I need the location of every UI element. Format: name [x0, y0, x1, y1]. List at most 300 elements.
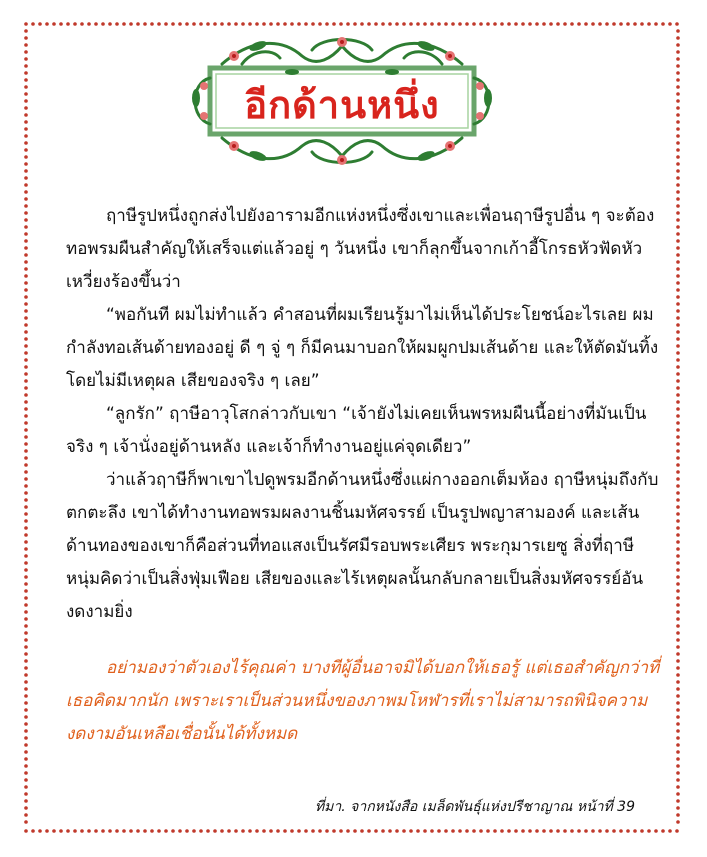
border-dot [311, 829, 315, 833]
border-dot [521, 22, 525, 26]
border-dot [248, 22, 252, 26]
border-dot [24, 820, 28, 824]
border-dot [676, 435, 680, 439]
border-dot [676, 155, 680, 159]
border-dot [332, 829, 336, 833]
border-dot [24, 757, 28, 761]
border-dot [24, 22, 28, 26]
border-dot [676, 785, 680, 789]
border-dot [227, 829, 231, 833]
border-dot [577, 829, 581, 833]
border-dot [24, 547, 28, 551]
border-dot [24, 50, 28, 54]
border-dot [24, 400, 28, 404]
border-dot [676, 806, 680, 810]
border-dot [676, 463, 680, 467]
border-dot [676, 715, 680, 719]
border-dot [458, 829, 462, 833]
border-dot [676, 330, 680, 334]
border-dot [676, 680, 680, 684]
border-dot [640, 829, 644, 833]
border-dot [269, 22, 273, 26]
border-dot [676, 484, 680, 488]
border-dot [676, 260, 680, 264]
border-dot [612, 829, 616, 833]
border-dot [24, 225, 28, 229]
border-dot [570, 829, 574, 833]
border-dot [500, 22, 504, 26]
border-dot [24, 64, 28, 68]
border-dot [676, 148, 680, 152]
border-dot [24, 344, 28, 348]
border-dot [416, 829, 420, 833]
border-dot [24, 141, 28, 145]
border-dot [423, 22, 427, 26]
border-dot [297, 829, 301, 833]
border-dot [129, 22, 133, 26]
border-dot [395, 22, 399, 26]
border-dot [24, 288, 28, 292]
border-dot [73, 22, 77, 26]
border-dot [556, 22, 560, 26]
border-dot [676, 743, 680, 747]
border-dot [676, 204, 680, 208]
border-dot [24, 302, 28, 306]
border-dot [255, 829, 259, 833]
border-dot [676, 687, 680, 691]
border-dot [676, 477, 680, 481]
border-dot [676, 393, 680, 397]
border-dot [24, 568, 28, 572]
border-dot [676, 57, 680, 61]
border-dot [185, 829, 189, 833]
border-dot [185, 22, 189, 26]
border-dot [24, 449, 28, 453]
border-dot [24, 36, 28, 40]
border-dot [24, 92, 28, 96]
border-dot [605, 829, 609, 833]
border-dot [24, 575, 28, 579]
border-dot [676, 288, 680, 292]
border-dot [676, 708, 680, 712]
border-dot [24, 456, 28, 460]
border-dot [241, 829, 245, 833]
border-dot [676, 750, 680, 754]
border-dot [676, 134, 680, 138]
border-dot [87, 22, 91, 26]
border-dot [493, 22, 497, 26]
border-dot [24, 120, 28, 124]
border-dot [676, 71, 680, 75]
border-dot [676, 239, 680, 243]
border-dot [24, 379, 28, 383]
border-dot [598, 22, 602, 26]
border-dot [24, 239, 28, 243]
border-dot [24, 722, 28, 726]
border-dot [676, 428, 680, 432]
border-dot [24, 260, 28, 264]
border-dot [374, 829, 378, 833]
border-dot [676, 799, 680, 803]
border-dot [101, 829, 105, 833]
border-dot [676, 372, 680, 376]
border-dot [45, 829, 49, 833]
border-dot [108, 829, 112, 833]
border-dot [591, 22, 595, 26]
border-dot [676, 225, 680, 229]
border-dot [122, 829, 126, 833]
border-dot [430, 22, 434, 26]
border-dot [213, 22, 217, 26]
border-dot [676, 491, 680, 495]
story-paragraph-3: “ลูกรัก” ฤาษีอาวุโสกล่าวกับเขา “เจ้ายังไม่เคยเห็นพรหมผืนนี้อย่างที่มันเป็นจริง ๆ เจ้านั่งอยู่ด้านหลัง และเจ้าก็ทำงานอยู่แค่จุดเดียว” [66, 404, 647, 457]
border-dot [676, 792, 680, 796]
border-dot [542, 829, 546, 833]
border-dot [507, 829, 511, 833]
border-dot [514, 22, 518, 26]
border-dot [668, 829, 672, 833]
border-dot [409, 829, 413, 833]
border-dot [676, 645, 680, 649]
border-dot [584, 829, 588, 833]
border-dot [129, 829, 133, 833]
border-dot [676, 568, 680, 572]
border-dot [234, 22, 238, 26]
border-dot [668, 22, 672, 26]
border-dot [178, 22, 182, 26]
border-dot [24, 176, 28, 180]
border-dot [676, 673, 680, 677]
border-dot [24, 78, 28, 82]
border-dot [24, 778, 28, 782]
border-dot [676, 631, 680, 635]
border-dot [262, 22, 266, 26]
border-dot [676, 617, 680, 621]
border-dot [24, 498, 28, 502]
border-dot [676, 589, 680, 593]
border-dot [24, 372, 28, 376]
border-dot [24, 687, 28, 691]
border-dot [676, 113, 680, 117]
border-dot [458, 22, 462, 26]
border-dot [676, 400, 680, 404]
border-dot [24, 491, 28, 495]
border-dot [676, 456, 680, 460]
border-dot [24, 750, 28, 754]
border-dot [24, 519, 28, 523]
border-dot [192, 22, 196, 26]
border-dot [676, 659, 680, 663]
border-dot [31, 829, 35, 833]
border-dot [24, 603, 28, 607]
border-dot [24, 127, 28, 131]
border-dot [220, 829, 224, 833]
border-dot [24, 85, 28, 89]
border-dot [220, 22, 224, 26]
border-dot [24, 337, 28, 341]
border-dot [24, 666, 28, 670]
border-dot [24, 246, 28, 250]
border-dot [157, 22, 161, 26]
border-dot [676, 652, 680, 656]
border-dot [472, 22, 476, 26]
border-dot [24, 365, 28, 369]
border-dot [676, 533, 680, 537]
border-dot [676, 526, 680, 530]
border-dot [676, 295, 680, 299]
border-dot [676, 29, 680, 33]
border-dot [80, 829, 84, 833]
border-dot [676, 344, 680, 348]
border-dot [24, 393, 28, 397]
border-dot [24, 694, 28, 698]
border-dot [676, 820, 680, 824]
border-dot [676, 232, 680, 236]
border-dot [45, 22, 49, 26]
source-citation: ที่มา. จากหนังสือ เมล็ดพันธุ์แห่งปรีชาญาณ หน้าที่ 39 [314, 799, 635, 815]
border-dot [676, 197, 680, 201]
border-dot [479, 22, 483, 26]
border-dot [24, 169, 28, 173]
border-dot [24, 309, 28, 313]
border-dot [676, 575, 680, 579]
border-dot [676, 302, 680, 306]
border-dot [73, 829, 77, 833]
border-dot [676, 694, 680, 698]
border-dot [150, 22, 154, 26]
border-dot [584, 22, 588, 26]
border-dot [136, 22, 140, 26]
border-dot [24, 533, 28, 537]
border-dot [676, 582, 680, 586]
border-dot [24, 148, 28, 152]
border-dot [290, 829, 294, 833]
border-dot [24, 281, 28, 285]
border-dot [24, 624, 28, 628]
border-dot [52, 829, 56, 833]
border-dot [676, 701, 680, 705]
border-dot [563, 22, 567, 26]
border-dot [24, 442, 28, 446]
border-dot [24, 645, 28, 649]
border-dot [24, 785, 28, 789]
border-dot [619, 829, 623, 833]
border-dot [276, 22, 280, 26]
border-dot [676, 512, 680, 516]
border-dot [94, 22, 98, 26]
border-dot [676, 561, 680, 565]
border-dot [507, 22, 511, 26]
border-dot [675, 829, 679, 833]
border-dot [24, 274, 28, 278]
border-dot [577, 22, 581, 26]
border-dot [423, 829, 427, 833]
border-dot [24, 652, 28, 656]
moral-text [66, 652, 662, 751]
border-dot [676, 638, 680, 642]
border-dot [676, 127, 680, 131]
border-dot [676, 386, 680, 390]
border-dot [367, 22, 371, 26]
border-dot [654, 829, 658, 833]
border-dot [676, 414, 680, 418]
border-dot [676, 442, 680, 446]
border-dot [528, 829, 532, 833]
border-dot [676, 554, 680, 558]
border-dot [59, 22, 63, 26]
border-dot [248, 829, 252, 833]
page-title: อีกด้านหนึ่ง [244, 83, 440, 127]
border-dot [24, 512, 28, 516]
border-dot [676, 120, 680, 124]
border-dot [164, 22, 168, 26]
border-dot [535, 22, 539, 26]
border-dot [24, 596, 28, 600]
border-dot [640, 22, 644, 26]
border-dot [676, 323, 680, 327]
border-dot [626, 829, 630, 833]
border-dot [676, 162, 680, 166]
border-dot [676, 358, 680, 362]
border-dot [676, 99, 680, 103]
border-dot [115, 829, 119, 833]
border-dot [24, 295, 28, 299]
border-dot [676, 596, 680, 600]
border-dot [675, 22, 679, 26]
border-dot [676, 729, 680, 733]
border-dot [136, 829, 140, 833]
border-dot [676, 36, 680, 40]
border-dot [171, 22, 175, 26]
border-dot [346, 22, 350, 26]
border-dot [24, 659, 28, 663]
border-dot [626, 22, 630, 26]
border-dot [24, 183, 28, 187]
border-dot [676, 421, 680, 425]
border-dot [676, 281, 680, 285]
border-dot [676, 267, 680, 271]
border-dot [24, 764, 28, 768]
border-dot [676, 547, 680, 551]
border-dot [24, 190, 28, 194]
border-dot [24, 407, 28, 411]
border-dot [290, 22, 294, 26]
border-dot [24, 610, 28, 614]
border-dot [402, 22, 406, 26]
border-dot [101, 22, 105, 26]
border-dot [676, 78, 680, 82]
border-dot [367, 829, 371, 833]
border-dot [374, 22, 378, 26]
border-dot [24, 680, 28, 684]
border-dot [262, 829, 266, 833]
border-dot [24, 799, 28, 803]
border-dot [444, 829, 448, 833]
border-dot [24, 792, 28, 796]
border-dot [24, 134, 28, 138]
border-dot [143, 829, 147, 833]
border-dot [353, 829, 357, 833]
border-dot [24, 477, 28, 481]
border-dot [676, 183, 680, 187]
border-dot [676, 449, 680, 453]
border-dot [381, 22, 385, 26]
border-dot [437, 829, 441, 833]
border-dot [676, 274, 680, 278]
border-dot [115, 22, 119, 26]
border-dot [676, 764, 680, 768]
border-dot [612, 22, 616, 26]
border-dot [24, 771, 28, 775]
border-dot [269, 829, 273, 833]
border-dot [24, 617, 28, 621]
border-dot [213, 829, 217, 833]
border-dot [388, 829, 392, 833]
border-dot [661, 829, 665, 833]
border-dot [591, 829, 595, 833]
border-dot [283, 829, 287, 833]
border-dot [283, 22, 287, 26]
border-dot [80, 22, 84, 26]
border-dot [24, 829, 28, 833]
border-dot [24, 582, 28, 586]
border-dot [676, 540, 680, 544]
border-dot [395, 829, 399, 833]
border-dot [24, 428, 28, 432]
border-dot [465, 829, 469, 833]
border-dot [332, 22, 336, 26]
border-dot [676, 624, 680, 628]
border-dot [605, 22, 609, 26]
border-dot [318, 829, 322, 833]
border-dot [297, 22, 301, 26]
story-body [66, 200, 662, 629]
border-dot [409, 22, 413, 26]
border-dot [24, 463, 28, 467]
border-dot [24, 330, 28, 334]
border-dot [472, 829, 476, 833]
border-dot [416, 22, 420, 26]
border-dot [676, 736, 680, 740]
border-dot [486, 22, 490, 26]
title-ornament [182, 28, 502, 170]
border-dot [676, 337, 680, 341]
border-dot [24, 806, 28, 810]
border-dot [24, 316, 28, 320]
border-dot [24, 743, 28, 747]
border-dot [206, 22, 210, 26]
border-dot [676, 253, 680, 257]
border-dot [24, 162, 28, 166]
border-dot [24, 232, 28, 236]
border-dot [676, 190, 680, 194]
border-dot [227, 22, 231, 26]
border-dot [325, 22, 329, 26]
border-dot [94, 829, 98, 833]
border-dot [676, 106, 680, 110]
border-dot [52, 22, 56, 26]
border-dot [199, 829, 203, 833]
border-dot [122, 22, 126, 26]
border-dot [24, 414, 28, 418]
border-dot [563, 829, 567, 833]
border-dot [24, 113, 28, 117]
border-dot [528, 22, 532, 26]
border-dot [360, 829, 364, 833]
border-dot [171, 829, 175, 833]
border-dot [500, 829, 504, 833]
border-dot [339, 22, 343, 26]
